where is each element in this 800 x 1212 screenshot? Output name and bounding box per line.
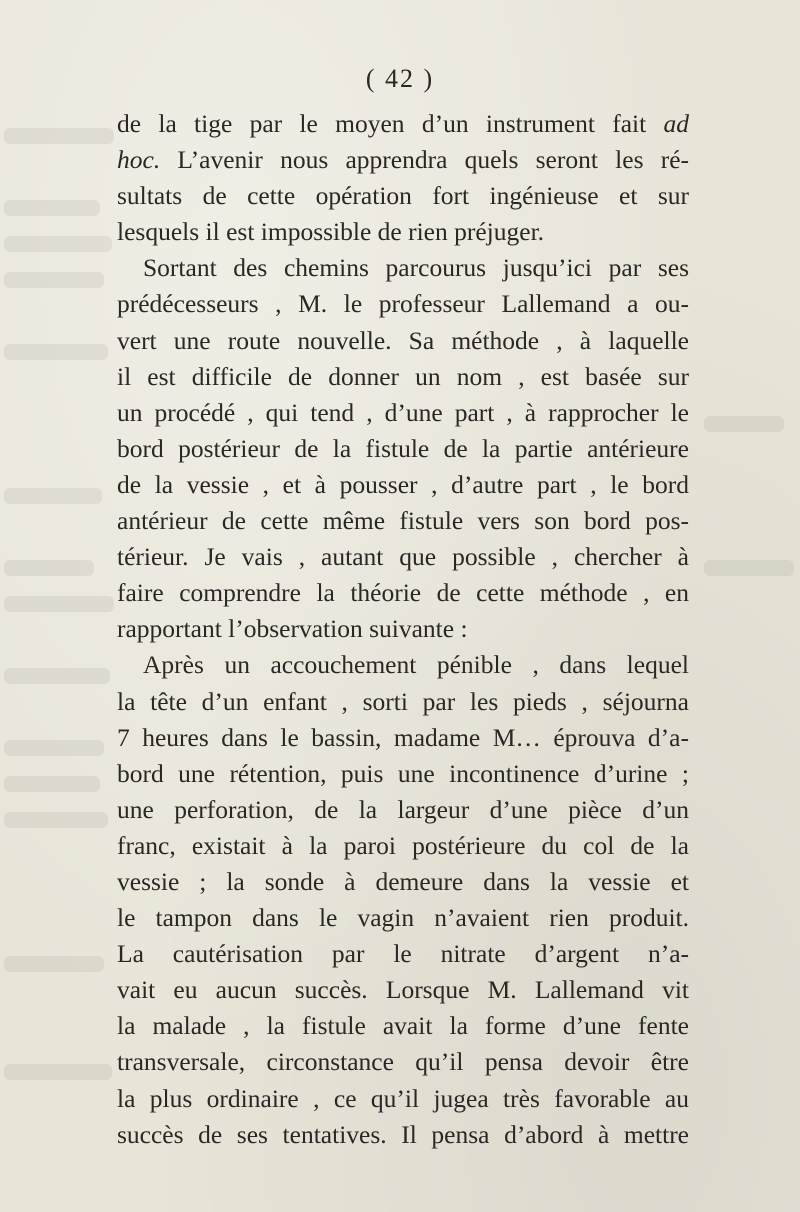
text-line: 7 heures dans le bassin, madame M… éprouva d’a- [117,722,689,752]
text-line: prédécesseurs , M. le professeur Lallemand a ou- [117,289,689,319]
text-line: Après un accouchement pénible , dans lequel [143,650,689,680]
text-line: de la vessie , et à pousser , d’autre part , le bord [117,469,689,499]
italic-word: ad [663,109,689,138]
text-line: franc, existait à la paroi postérieure du col de la [117,830,689,860]
text-line: lesquels il est impossible de rien préjuger. [117,217,545,247]
text-line: faire comprendre la théorie de cette méthode , en [117,578,689,608]
text-line: rapportant l’observation suivante : [117,614,468,644]
text-line: vait eu aucun succès. Lorsque M. Lallemand vit [117,975,689,1005]
text-line: le tampon dans le vagin n’avaient rien produit. [117,903,689,933]
paragraph-3 [117,647,689,1152]
text-line: antérieur de cette même fistule vers son bord pos- [117,506,689,536]
text-line: Sortant des chemins parcourus jusqu’ici par ses [143,253,689,283]
text-line: la tête d’un enfant , sorti par les pieds , séjourna [117,686,689,716]
page-number: ( 42 ) [365,64,435,93]
text-line: la malade , la fistule avait la forme d’une fente [117,1011,689,1041]
paragraph-2 [117,250,689,647]
text-line: la plus ordinaire , ce qu’il jugea très favorable au [117,1083,689,1113]
body-text [117,106,689,1153]
text-line: succès de ses tentatives. Il pensa d’abord à mettre [117,1119,689,1149]
text-line: La cautérisation par le nitrate d’argent n’a- [117,939,689,969]
text-line: sultats de cette opération fort ingénieuse et sur [117,181,689,211]
text-line: hoc. L’avenir nous apprendra quels seront les ré- [117,145,690,175]
italic-word: hoc. [117,145,161,175]
text-line: bord postérieur de la fistule de la partie antérieure [117,433,689,463]
text-line: transversale, circonstance qu’il pensa devoir être [117,1047,689,1077]
text-line: un procédé , qui tend , d’une part , à rapprocher le [117,397,689,427]
text-line: il est difficile de donner un nom , est basée sur [117,361,689,391]
paragraph-1 [117,106,689,250]
text-line: vessie ; la sonde à demeure dans la vessie et [117,866,689,896]
text-line: une perforation, de la largeur d’une pièce d’un [117,794,689,824]
text-line: de la tige par le moyen d’un instrument fait ad [117,109,689,138]
text-line: bord une rétention, puis une incontinence d’urine ; [117,758,689,788]
text-line: vert une route nouvelle. Sa méthode , à laquelle [117,325,689,355]
text-line: térieur. Je vais , autant que possible , chercher à [117,542,689,572]
